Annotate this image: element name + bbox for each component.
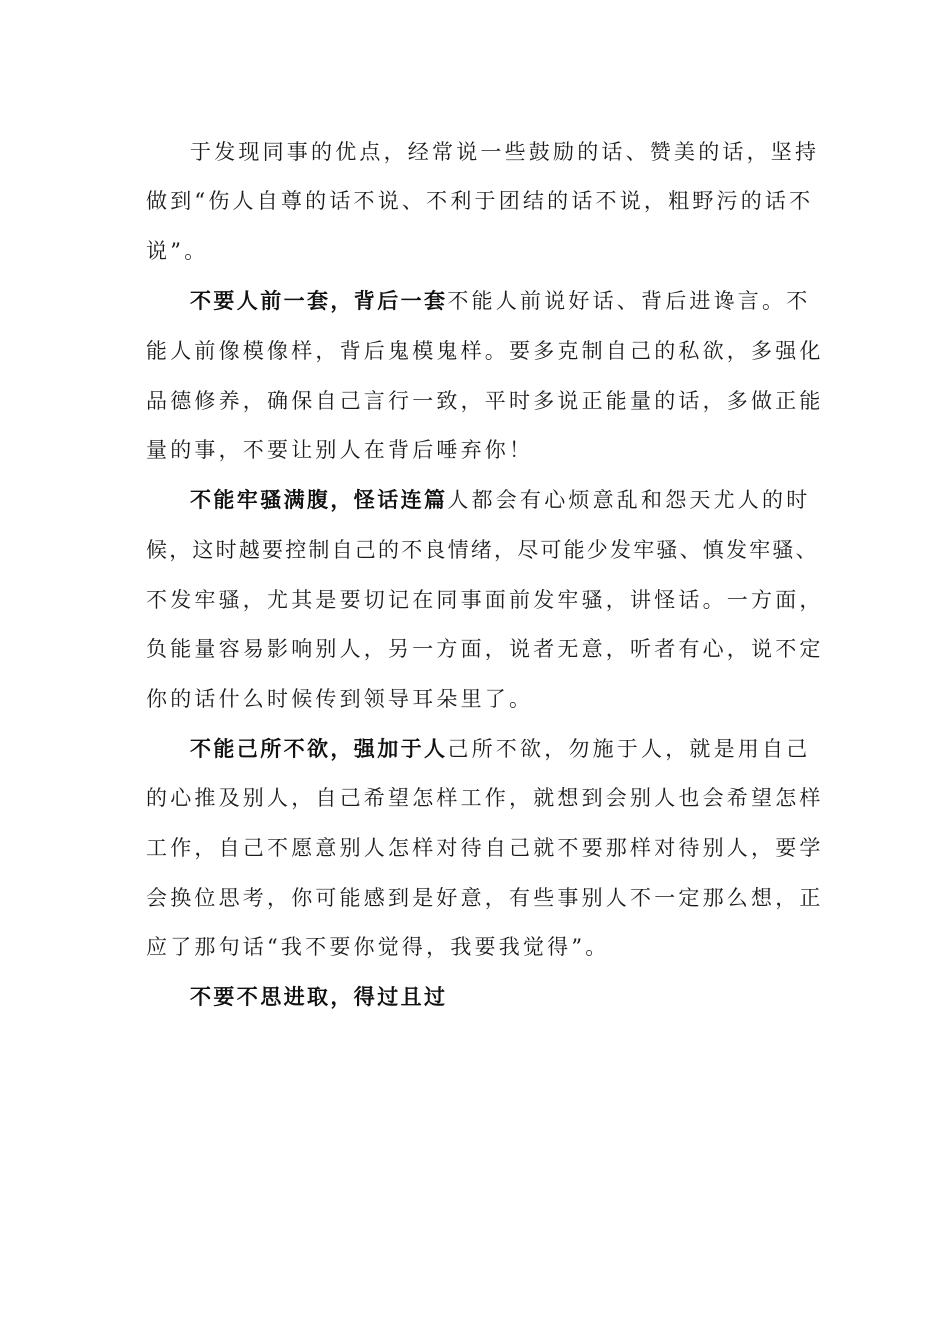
paragraph-4-line-2: 的心推及别人，自己希望怎样工作，就想到会别人也会希望怎样 xyxy=(146,786,824,810)
paragraph-4-line-5: 应了那句话“我不要你觉得，我要我觉得”。 xyxy=(146,935,610,959)
paragraph-5-heading: 不要不思进取，得过且过 xyxy=(190,985,448,1009)
paragraph-3-heading: 不能牢骚满腹，怪话连篇 xyxy=(190,488,448,512)
paragraph-2-line-1 xyxy=(190,286,830,316)
paragraph-1-line-2: 做到“伤人自尊的话不说、不利于团结的话不说，粗野污的话不 xyxy=(146,189,814,213)
paragraph-4-line-4: 会换位思考，你可能感到是好意，有些事别人不一定那么想，正 xyxy=(146,886,824,910)
paragraph-3-line-4: 负能量容易影响别人，另一方面，说者无意，听者有心，说不定 xyxy=(146,637,824,661)
paragraph-3-line-1 xyxy=(190,485,830,515)
paragraph-4-text: 己所不欲，勿施于人，就是用自己 xyxy=(447,737,811,761)
paragraph-2-line-3: 品德修养，确保自己言行一致，平时多说正能量的话，多做正能 xyxy=(146,389,824,413)
paragraph-4-line-1 xyxy=(190,734,830,764)
paragraph-3-text: 人都会有心烦意乱和怨天尤人的时 xyxy=(447,488,811,512)
paragraph-5-line-1 xyxy=(190,982,830,1012)
paragraph-2-line-2: 能人前像模像样，背后鬼模鬼样。要多克制自己的私欲，多强化 xyxy=(146,339,824,363)
paragraph-3-line-5: 你的话什么时候传到领导耳朵里了。 xyxy=(146,687,534,711)
paragraph-2-heading: 不要人前一套，背后一套 xyxy=(190,289,448,313)
paragraph-4-heading: 不能己所不欲，强加于人 xyxy=(190,737,448,761)
paragraph-4-line-3: 工作，自己不愿意别人怎样对待自己就不要那样对待别人，要学 xyxy=(146,836,824,860)
paragraph-3-line-3: 不发牢骚，尤其是要切记在同事面前发牢骚，讲怪话。一方面， xyxy=(146,588,824,612)
paragraph-3-line-2: 候，这时越要控制自己的不良情绪，尽可能少发牢骚、慎发牢骚、 xyxy=(146,538,819,562)
paragraph-1-line-1: 于发现同事的优点，经常说一些鼓励的话、赞美的话，坚持 xyxy=(190,140,820,164)
paragraph-1-line-3: 说”。 xyxy=(146,239,209,263)
paragraph-2-line-4: 量的事，不要让别人在背后唾弃你！ xyxy=(146,438,534,462)
paragraph-2-text: 不能人前说好话、背后进谗言。不 xyxy=(447,289,811,313)
